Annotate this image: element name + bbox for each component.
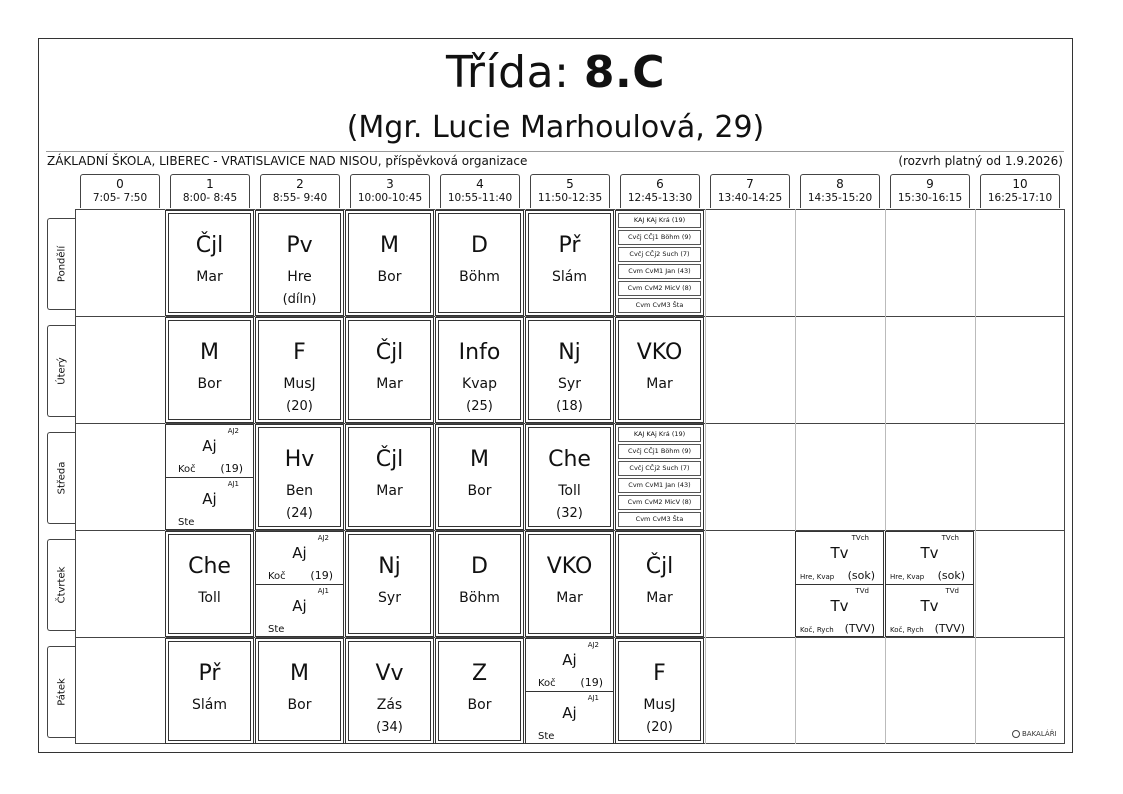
period-number: 0: [116, 177, 124, 191]
period-header-5: [530, 174, 610, 208]
lesson-teacher: Toll: [558, 483, 581, 499]
lesson-cell[interactable]: [165, 317, 254, 423]
lesson-room: (20): [286, 399, 313, 414]
lesson-subject: Tv: [830, 544, 849, 562]
lesson-cell[interactable]: [525, 210, 614, 316]
period-time: 15:30-16:15: [897, 192, 963, 204]
group-lesson[interactable]: [256, 584, 343, 637]
elective-entry[interactable]: Cvčj CČj2 Such (7): [618, 247, 701, 262]
group-lesson[interactable]: [886, 532, 973, 584]
lesson-cell[interactable]: [255, 317, 344, 423]
lesson-cell[interactable]: [435, 638, 524, 744]
period-number: 7: [746, 177, 754, 191]
period-time: 8:00- 8:45: [182, 192, 238, 204]
period-number: 10: [1012, 177, 1028, 191]
lesson-subject: Pv: [286, 233, 313, 258]
lesson-room: (sok): [847, 569, 875, 582]
group-label: AJ2: [227, 427, 239, 435]
split-lesson-cell[interactable]: [255, 531, 344, 637]
group-label: TVd: [945, 587, 959, 595]
lesson-room: (sok): [937, 569, 965, 582]
lesson-teacher: Ben: [285, 483, 314, 499]
day-label-friday: [47, 646, 75, 738]
period-number: 3: [386, 177, 394, 191]
lesson-teacher: Ste: [538, 731, 555, 742]
lesson-subject: M: [290, 661, 309, 686]
column-divider: [705, 209, 706, 744]
day-name: Pondělí: [56, 245, 67, 283]
class-teacher: (Mgr. Lucie Marhoulová, 29): [346, 110, 765, 145]
lesson-cell[interactable]: [435, 531, 524, 637]
lesson-teacher: Bor: [377, 269, 402, 285]
lesson-subject: Čjl: [195, 233, 224, 258]
lesson-subject: Z: [471, 661, 488, 686]
lesson-teacher: Syr: [558, 376, 581, 392]
period-number: 4: [476, 177, 484, 191]
lesson-cell[interactable]: [615, 638, 704, 744]
lesson-teacher: Koč: [538, 678, 556, 689]
lesson-room: (19): [220, 462, 243, 475]
lesson-cell[interactable]: [345, 531, 434, 637]
column-divider: [975, 209, 976, 744]
lesson-teacher: Hre, Kvap: [890, 573, 925, 581]
lesson-room: (TVV): [844, 622, 875, 635]
lesson-room: (34): [376, 720, 403, 735]
column-divider: [885, 209, 886, 744]
lesson-subject: Info: [458, 340, 501, 365]
lesson-room: (19): [580, 676, 603, 689]
lesson-subject: Che: [548, 447, 591, 472]
day-name: Pátek: [56, 678, 67, 706]
lesson-subject: Čjl: [375, 340, 404, 365]
lesson-teacher: Slám: [192, 697, 227, 713]
elective-entry[interactable]: Cvm CvM2 MicV (8): [618, 495, 701, 510]
group-label: AJ1: [587, 694, 599, 702]
lesson-teacher: Bor: [467, 697, 492, 713]
lesson-teacher: Mar: [376, 483, 403, 499]
lesson-room: (25): [466, 399, 493, 414]
lesson-cell[interactable]: [525, 317, 614, 423]
lesson-subject: F: [293, 340, 306, 365]
lesson-cell[interactable]: [525, 531, 614, 637]
lesson-cell[interactable]: [345, 638, 434, 744]
lesson-teacher: Hre, Kvap: [800, 573, 835, 581]
lesson-teacher: Kvap: [462, 376, 497, 392]
lesson-subject: Př: [558, 233, 581, 258]
lesson-subject: D: [471, 554, 488, 579]
lesson-teacher: Böhm: [459, 269, 500, 285]
period-number: 1: [206, 177, 214, 191]
period-header-0: [80, 174, 160, 208]
group-lesson[interactable]: [166, 477, 253, 530]
lesson-room: (díln): [282, 292, 317, 307]
period-time: 7:05- 7:50: [92, 192, 148, 204]
period-time: 13:40-14:25: [717, 192, 783, 204]
elective-entry[interactable]: Cvm CvM1 Jan (43): [618, 478, 701, 493]
group-label: TVch: [941, 534, 959, 542]
lesson-teacher: Mar: [556, 590, 583, 606]
lesson-teacher: Mar: [646, 376, 673, 392]
lesson-teacher: Mar: [646, 590, 673, 606]
lesson-cell[interactable]: [165, 638, 254, 744]
lesson-cell[interactable]: [345, 424, 434, 530]
day-label-thursday: [47, 539, 75, 631]
lesson-subject: Aj: [292, 597, 307, 615]
group-lesson[interactable]: [886, 584, 973, 637]
school-name: ZÁKLADNÍ ŠKOLA, LIBEREC - VRATISLAVICE NAD NISOU, příspěvková organizace: [47, 154, 528, 168]
lesson-subject: M: [380, 233, 399, 258]
lesson-subject: Che: [188, 554, 231, 579]
lesson-teacher: Koč: [178, 464, 196, 475]
elective-entry[interactable]: Cvčj CČj2 Such (7): [618, 461, 701, 476]
lesson-room: (18): [556, 399, 583, 414]
lesson-subject: F: [653, 661, 666, 686]
split-lesson-cell[interactable]: [165, 424, 254, 530]
elective-entry[interactable]: Cvm CvM3 Šta: [618, 298, 701, 313]
day-name: Středa: [56, 461, 67, 495]
split-lesson-cell[interactable]: [525, 638, 614, 744]
period-time: 10:00-10:45: [357, 192, 423, 204]
period-number: 5: [566, 177, 574, 191]
lesson-teacher: Bor: [287, 697, 312, 713]
lesson-cell[interactable]: [165, 210, 254, 316]
group-label: AJ1: [317, 587, 329, 595]
lesson-room: (32): [556, 506, 583, 521]
period-time: 16:25-17:10: [987, 192, 1053, 204]
lesson-cell[interactable]: [345, 210, 434, 316]
elective-entry[interactable]: Cvm CvM2 MicV (8): [618, 281, 701, 296]
period-header-7: [710, 174, 790, 208]
lesson-teacher: Koč, Rych: [890, 626, 924, 634]
lesson-subject: VKO: [636, 340, 683, 365]
lesson-subject: VKO: [546, 554, 593, 579]
lesson-teacher: MusJ: [643, 697, 676, 713]
elective-entry[interactable]: KAJ KAj Krá (19): [618, 427, 701, 442]
group-label: AJ2: [587, 641, 599, 649]
elective-stack[interactable]: [615, 424, 704, 530]
lesson-teacher: Toll: [198, 590, 221, 606]
lesson-teacher: Syr: [378, 590, 401, 606]
elective-entry[interactable]: Cvm CvM1 Jan (43): [618, 264, 701, 279]
lesson-subject: Tv: [920, 544, 939, 562]
period-header-2: [260, 174, 340, 208]
title-label: Třída:: [445, 47, 570, 98]
group-lesson[interactable]: [166, 425, 253, 477]
elective-stack[interactable]: [615, 210, 704, 316]
lesson-cell[interactable]: [435, 317, 524, 423]
lesson-subject: M: [470, 447, 489, 472]
period-time: 14:35-15:20: [807, 192, 873, 204]
group-lesson[interactable]: [796, 584, 883, 637]
column-divider: [795, 209, 796, 744]
lesson-subject: Nj: [378, 554, 401, 579]
lesson-subject: Aj: [562, 651, 577, 669]
group-label: AJ1: [227, 480, 239, 488]
period-header-10: [980, 174, 1060, 208]
day-name: Čtvrtek: [56, 566, 67, 604]
lesson-cell[interactable]: [345, 317, 434, 423]
lesson-subject: Př: [198, 661, 221, 686]
lesson-teacher: Hre: [287, 269, 312, 285]
lesson-teacher: Slám: [552, 269, 587, 285]
header-divider: [46, 151, 1064, 152]
lesson-room: (20): [646, 720, 673, 735]
day-label-wednesday: [47, 432, 75, 524]
elective-entry[interactable]: Cvm CvM3 Šta: [618, 512, 701, 527]
lesson-subject: Tv: [830, 597, 849, 615]
period-header-6: [620, 174, 700, 208]
period-time: 11:50-12:35: [537, 192, 603, 204]
bakalari-logo-icon: [1012, 730, 1020, 738]
lesson-subject: Nj: [558, 340, 581, 365]
lesson-teacher: Zás: [376, 697, 403, 713]
class-name: 8.C: [583, 47, 666, 98]
split-lesson-cell[interactable]: [795, 531, 884, 637]
period-time: 8:55- 9:40: [272, 192, 328, 204]
elective-entry[interactable]: Cvčj CČj1 Böhm (9): [618, 230, 701, 245]
lesson-teacher: Mar: [196, 269, 223, 285]
lesson-subject: Aj: [202, 490, 217, 508]
day-label-monday: [47, 218, 75, 310]
lesson-cell[interactable]: [255, 210, 344, 316]
logo-text: BAKALÁŘI: [1022, 730, 1057, 738]
page-title: [38, 44, 1073, 102]
lesson-cell[interactable]: [255, 424, 344, 530]
lesson-teacher: Koč, Rych: [800, 626, 834, 634]
day-name: Úterý: [56, 357, 67, 385]
lesson-subject: Aj: [292, 544, 307, 562]
lesson-room: (19): [310, 569, 333, 582]
lesson-room: (24): [286, 506, 313, 521]
lesson-subject: Hv: [284, 447, 315, 472]
lesson-teacher: Böhm: [459, 590, 500, 606]
lesson-teacher: Ste: [268, 624, 285, 635]
group-lesson[interactable]: [796, 532, 883, 584]
lesson-subject: Čjl: [645, 554, 674, 579]
lesson-subject: Aj: [562, 704, 577, 722]
period-header-8: [800, 174, 880, 208]
period-number: 2: [296, 177, 304, 191]
group-lesson[interactable]: [526, 691, 613, 744]
elective-entry[interactable]: KAJ KAj Krá (19): [618, 213, 701, 228]
period-header-4: [440, 174, 520, 208]
period-header-9: [890, 174, 970, 208]
period-number: 9: [926, 177, 934, 191]
lesson-subject: Aj: [202, 437, 217, 455]
lesson-teacher: Bor: [197, 376, 222, 392]
elective-entry[interactable]: Cvčj CČj1 Böhm (9): [618, 444, 701, 459]
period-number: 6: [656, 177, 664, 191]
lesson-cell[interactable]: [435, 424, 524, 530]
lesson-teacher: Ste: [178, 517, 195, 528]
lesson-cell[interactable]: [615, 531, 704, 637]
lesson-teacher: Mar: [376, 376, 403, 392]
lesson-teacher: MusJ: [283, 376, 316, 392]
period-time: 12:45-13:30: [627, 192, 693, 204]
group-lesson[interactable]: [526, 639, 613, 691]
lesson-subject: Vv: [375, 661, 404, 686]
lesson-teacher: Koč: [268, 571, 286, 582]
lesson-subject: D: [471, 233, 488, 258]
day-label-tuesday: [47, 325, 75, 417]
group-label: TVd: [855, 587, 869, 595]
lesson-cell[interactable]: [435, 210, 524, 316]
group-lesson[interactable]: [256, 532, 343, 584]
split-lesson-cell[interactable]: [885, 531, 974, 637]
period-time: 10:55-11:40: [447, 192, 513, 204]
period-header-1: [170, 174, 250, 208]
bakalari-logo: [1012, 730, 1057, 738]
lesson-cell[interactable]: [165, 531, 254, 637]
lesson-cell[interactable]: [255, 638, 344, 744]
lesson-subject: M: [200, 340, 219, 365]
lesson-cell[interactable]: [615, 317, 704, 423]
schedule-validity: (rozvrh platný od 1.9.2026): [898, 154, 1063, 168]
group-label: AJ2: [317, 534, 329, 542]
period-number: 8: [836, 177, 844, 191]
lesson-room: (TVV): [934, 622, 965, 635]
lesson-subject: Čjl: [375, 447, 404, 472]
group-label: TVch: [851, 534, 869, 542]
lesson-subject: Tv: [920, 597, 939, 615]
lesson-cell[interactable]: [525, 424, 614, 530]
lesson-teacher: Bor: [467, 483, 492, 499]
period-header-3: [350, 174, 430, 208]
